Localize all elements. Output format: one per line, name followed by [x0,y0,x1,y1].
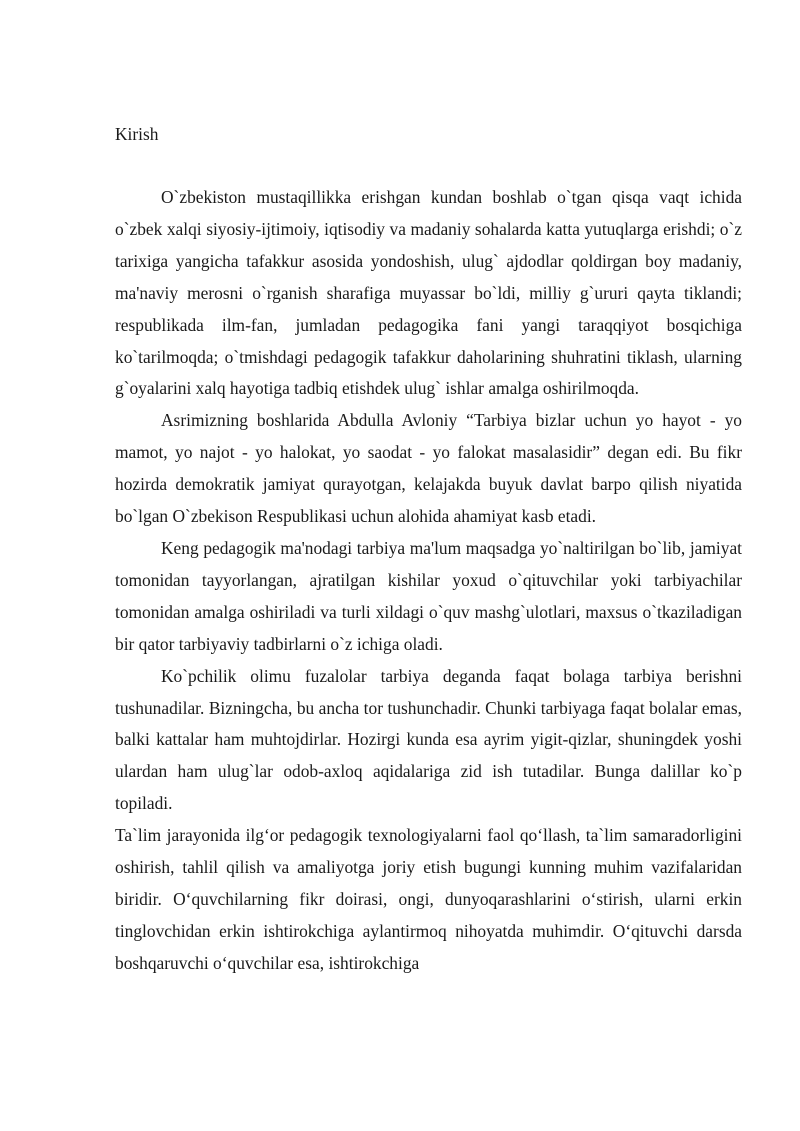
document-body [115,182,742,980]
paragraph-independence: O`zbekiston mustaqillikka erishgan kundan boshlab o`tgan qisqa vaqt ichida o`zbek xalqi siyosiy-ijtimoiy, iqtisodiy va madaniy sohalarda katta yutuqlarga erishdi; o`z tarixiga yangicha tafakkur asosida yondoshish, ulug` ajdodlar qoldirgan boy madaniy, ma'naviy merosni o`rganish sharafiga muyassar bo`ldi, milliy g`ururi qayta tiklandi; respublikada ilm-fan, jumladan pedagogika fani yangi taraqqiyot bosqichiga ko`tarilmoqda; o`tmishdagi pedagogik tafakkur daholarining shuhratini tiklash, ularning g`oyalarini xalq hayotiga tadbiq etishdek ulug` ishlar amalga oshirilmoqda. [115,187,742,399]
section-heading: Kirish [115,124,159,144]
paragraph-pedagogical-technologies: Ta`lim jarayonida ilg‘or pedagogik texnologiyalarni faol qo‘llash, ta`lim samaradorligini oshirish, tahlil qilish va amaliyotga joriy etish bugungi kunning muhim vazifalaridan biridir. O‘quvchilarning fikr doirasi, ongi, dunyoqarashlarini o‘stirish, ularni erkin tinglovchidan erkin ishtirokchiga aylantirmoq nihoyatda muhimdir. O‘qituvchi darsda boshqaruvchi o‘quvchilar esa, ishtirokchiga [115,825,742,973]
paragraph-scholars-view: Ko`pchilik olimu fuzalolar tarbiya deganda faqat bolaga tarbiya berishni tushunadilar. Bizningcha, bu ancha tor tushunchadir. Chunki tarbiyaga faqat bolalar emas, balki kattalar ham muhtojdirlar. Hozirgi kunda esa ayrim yigit-qizlar, shuningdek yoshi ulardan ham ulug`lar odob-axloq aqidalariga zid ish tutadilar. Bunga dalillar ko`p topiladi. [115,665,742,814]
paragraph-avloniy-quote: Asrimizning boshlarida Abdulla Avloniy “Tarbiya bizlar uchun yo hayot - yo mamot, yo najot - yo halokat, yo saodat - yo falokat masalasidir” degan edi. Bu fikr hozirda demokratik jamiyat qurayotgan, kelajakda buyuk davlat barpo qilish niyatida bo`lgan O`zbekison Respublikasi uchun alohida ahamiyat kasb etadi. [115,410,742,527]
paragraph-pedagogical-meaning: Keng pedagogik ma'nodagi tarbiya ma'lum maqsadga yo`naltirilgan bo`lib, jamiyat tomonidan tayyorlangan, ajratilgan kishilar yoxud o`qituvchilar yoki tarbiyachilar tomonidan amalga oshiriladi va turli xildagi o`quv mashg`ulotlari, maxsus o`tkaziladigan bir qator tarbiyaviy tadbirlarni o`z ichiga oladi. [115,537,742,654]
